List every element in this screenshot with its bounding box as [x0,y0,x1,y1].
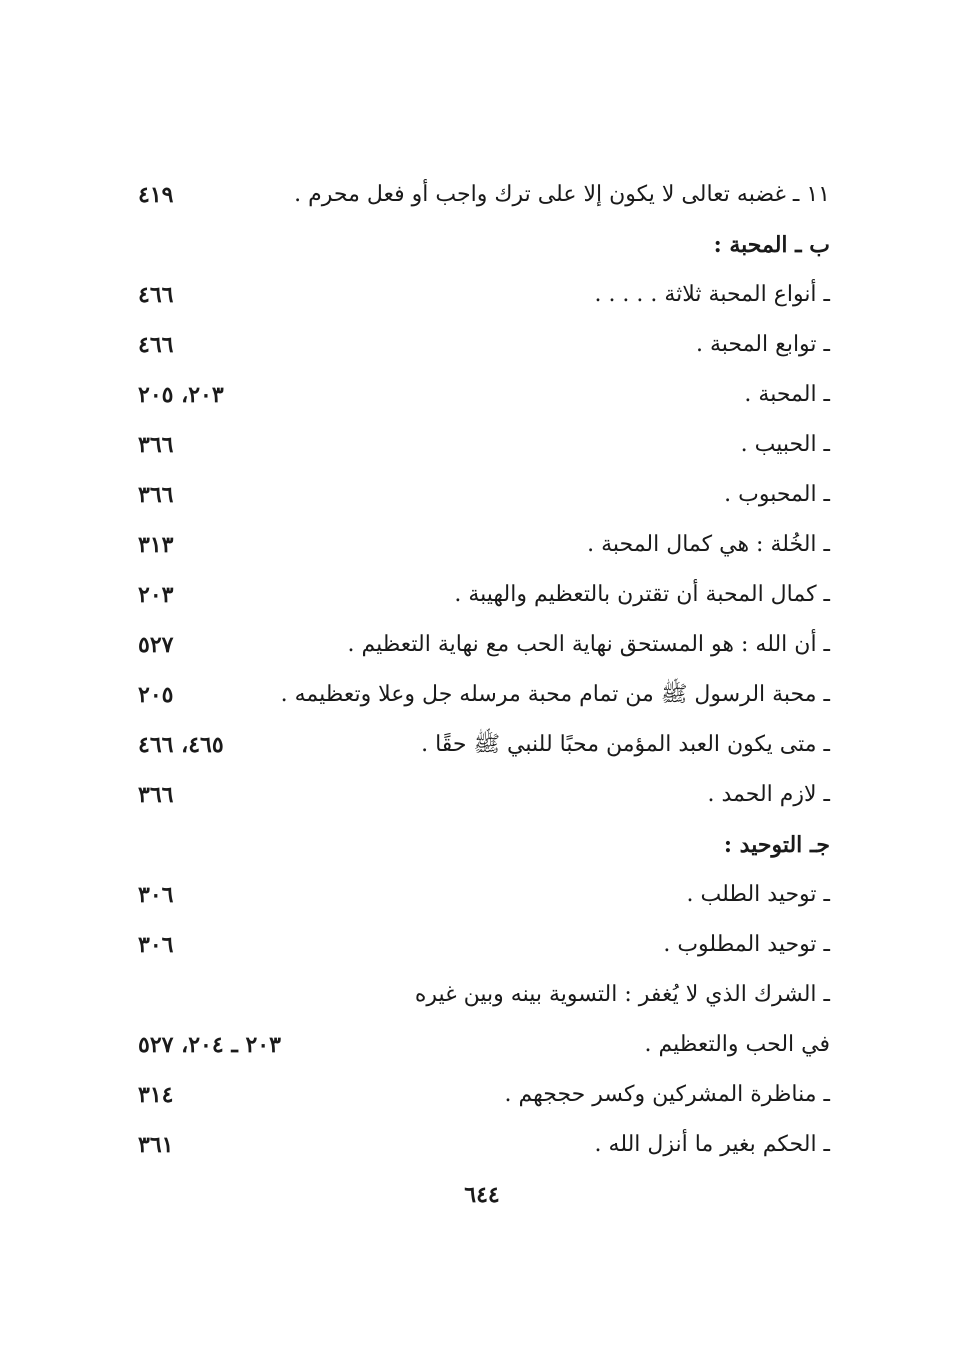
entry-text: ـ محبة الرسول ﷺ من تمام محبة مرسله جل وعلا وتعظيمه . [280,682,830,707]
entry-page-numbers: ٤١٩ [138,182,174,208]
index-entry [130,970,830,1020]
index-entry [130,720,830,770]
index-entry [130,470,830,520]
entry-text: ـ توابع المحبة . [695,332,830,357]
entry-text: ـ متى يكون العبد المؤمن محبًا للنبي ﷺ حقًا . [421,732,830,757]
index-entry [130,170,830,220]
index-entry [130,520,830,570]
entry-text: ـ الشرك الذي لا يُغفر : التسوية بينه وبين غيره [414,982,830,1007]
entry-text: ـ أنواع المحبة ثلاثة . . . . . [594,282,830,307]
entry-text: ـ توحيد المطلوب . [663,932,830,957]
entry-text: ـ أن الله : هو المستحق نهاية الحب مع نهاية التعظيم . [347,632,830,657]
entry-text: ـ المحبوب . [724,482,830,507]
section-heading-text: ب ـ المحبة : [713,232,830,258]
entry-page-numbers: ٣٠٦ [138,932,174,958]
index-entry [130,1120,830,1170]
index-entry [130,770,830,820]
entry-page-numbers: ٢٠٣ ـ ٢٠٤، ٥٢٧ [138,1032,281,1058]
index-entry [130,920,830,970]
entry-text: ـ الحكم بغير ما أنزل الله . [594,1132,830,1157]
page-number: ٦٤٤ [464,1182,500,1208]
entry-page-numbers: ٤٦٦ [138,332,174,358]
entry-page-numbers: ٢٠٥ [138,682,174,708]
entry-text: ـ لازم الحمد . [707,782,830,807]
index-entry [130,870,830,920]
index-entries [130,170,830,1170]
entry-text: ـ الخُلة : هي كمال المحبة . [587,532,830,557]
entry-page-numbers: ٢٠٣، ٢٠٥ [138,382,224,408]
index-entry [130,1020,830,1070]
entry-page-numbers: ٣٦٦ [138,782,174,808]
entry-page-numbers: ٢٠٣ [138,582,174,608]
entry-page-numbers: ٣١٤ [138,1082,174,1108]
index-entry [130,670,830,720]
index-entry [130,570,830,620]
index-entry [130,620,830,670]
index-section-heading [130,220,830,270]
entry-text: في الحب والتعظيم . [644,1032,830,1057]
entry-page-numbers: ٤٦٥، ٤٦٦ [138,732,224,758]
entry-text: ـ مناظرة المشركين وكسر حججهم . [504,1082,830,1107]
entry-text: ١١ ـ غضبه تعالى لا يكون إلا على ترك واجب أو فعل محرم . [294,182,830,207]
index-entry [130,420,830,470]
index-entry [130,370,830,420]
entry-text: ـ توحيد الطلب . [686,882,830,907]
entry-page-numbers: ٣٦١ [138,1132,174,1158]
entry-page-numbers: ٤٦٦ [138,282,174,308]
entry-page-numbers: ٣٦٦ [138,432,174,458]
entry-page-numbers: ٣١٣ [138,532,174,558]
entry-text: ـ الحبيب . [740,432,830,457]
section-heading-text: جـ التوحيد : [723,832,830,858]
entry-text: ـ المحبة . [744,382,830,407]
index-entry [130,1070,830,1120]
index-section-heading [130,820,830,870]
entry-page-numbers: ٣٦٦ [138,482,174,508]
entry-page-numbers: ٣٠٦ [138,882,174,908]
index-entry [130,320,830,370]
entry-text: ـ كمال المحبة أن تقترن بالتعظيم والهيبة . [454,582,830,607]
entry-page-numbers: ٥٢٧ [138,632,174,658]
index-entry [130,270,830,320]
